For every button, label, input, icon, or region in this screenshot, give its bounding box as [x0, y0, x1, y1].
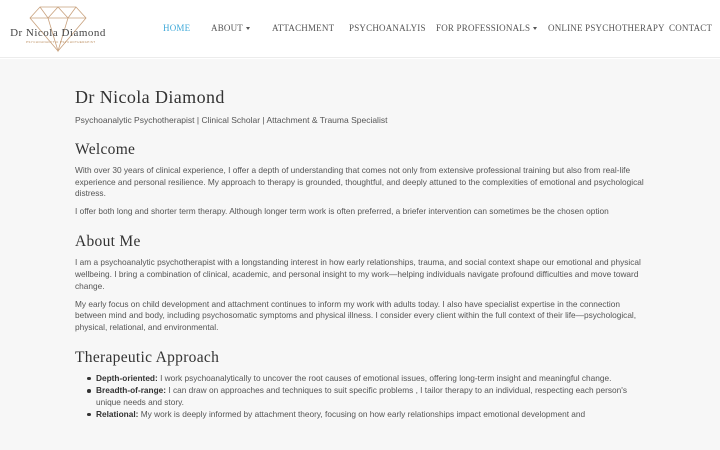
nav-about[interactable]: ABOUT — [211, 23, 250, 33]
logo-tagline: PSYCHOANALYTIC PSYCHOTHERAPIST — [26, 40, 96, 44]
list-item: Breadth-of-range: I can draw on approaches and techniques to suit specific problems , I tailor therapy to an individual, respecting each person's unique needs and story. — [87, 385, 645, 408]
logo-name: Dr Nicola Diamond — [10, 27, 106, 39]
content-column — [75, 86, 645, 421]
nav-psychoanalyis[interactable]: PSYCHOANALYIS — [349, 23, 426, 33]
welcome-paragraph-2: I offer both long and shorter term therapy. Although longer term work is often preferred, a briefer intervention can sometimes be the chosen option — [75, 206, 609, 217]
about-heading: About Me — [75, 233, 141, 251]
list-item: Depth-oriented: I work psychoanalytically to uncover the root causes of emotional issues, offering long-term insight and meaningful change. — [87, 373, 645, 385]
about-paragraph-2: My early focus on child development and attachment continues to inform my work with adults today. I also have specialist expertise in the connection between mind and body, including psychosomatic symptoms and physical illness. I consider every client within the full context of their life—psychological, physical, relational, and environmental. — [75, 298, 637, 332]
page-title: Dr Nicola Diamond — [75, 87, 225, 107]
nav-contact[interactable]: CONTACT — [669, 23, 713, 33]
approach-heading: Therapeutic Approach — [75, 348, 220, 366]
site-logo[interactable] — [6, 4, 110, 54]
chevron-down-icon — [533, 27, 537, 30]
nav-for-professionals[interactable]: FOR PROFESSIONALS — [436, 23, 537, 33]
approach-list — [87, 373, 645, 420]
main-content-area — [0, 59, 720, 450]
page-subtitle: Psychoanalytic Psychotherapist | Clinical Scholar | Attachment & Trauma Specialist — [75, 115, 388, 125]
nav-attachment[interactable]: ATTACHMENT — [272, 23, 335, 33]
about-paragraph-1: I am a psychoanalytic psychotherapist with a longstanding interest in how early relationships, trauma, and social context shape our emotional and physical wellbeing. I bring a combination of clinical, academic, and personal insight to my work—helping individuals navigate profound difficulties and move toward change. — [75, 257, 641, 291]
list-item: Relational: My work is deeply informed by attachment theory, focusing on how early relationships impact emotional development and — [87, 409, 645, 421]
nav-home[interactable]: HOME — [163, 23, 191, 33]
welcome-paragraph-1: With over 30 years of clinical experience, I offer a depth of understanding that comes not only from extensive professional training but also from real-life experience and personal resilience. My approach to therapy is grounded, thoughtful, and deeply attuned to the complexities of emotional and psychological distress. — [75, 165, 644, 199]
welcome-heading: Welcome — [75, 141, 136, 158]
chevron-down-icon — [246, 27, 250, 30]
nav-online-psychotherapy[interactable]: ONLINE PSYCHOTHERAPY — [548, 23, 665, 33]
top-navbar — [0, 0, 720, 58]
